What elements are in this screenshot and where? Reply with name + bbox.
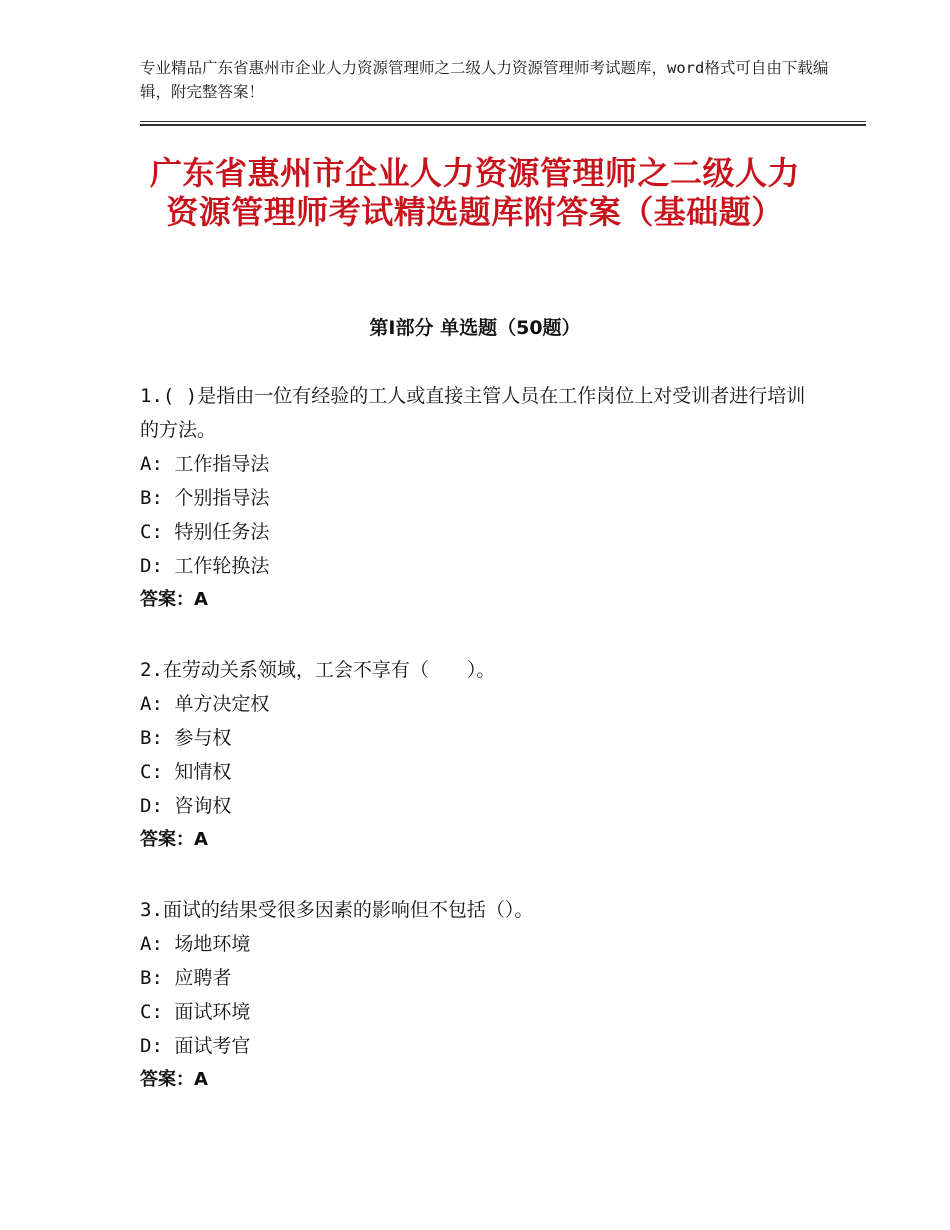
option-d: D: 咨询权 [140, 795, 232, 817]
option-a: A: 场地环境 [140, 933, 251, 955]
question-stem: 2.在劳动关系领域，工会不享有（ ）。 [140, 659, 496, 681]
option-d: D: 工作轮换法 [140, 555, 270, 577]
option-d: D: 面试考官 [140, 1035, 251, 1057]
option-b: B: 参与权 [140, 727, 232, 749]
option-a: A: 单方决定权 [140, 693, 270, 715]
option-b: B: 应聘者 [140, 967, 232, 989]
header-divider-thick [140, 124, 866, 126]
option-c: C: 知情权 [140, 761, 232, 783]
header-note: 专业精品广东省惠州市企业人力资源管理师之二级人力资源管理师考试题库，word格式可自由下载编辑，附完整答案！ [140, 59, 829, 101]
answer-line: 答案：A [140, 589, 208, 610]
question-1 [140, 379, 820, 617]
question-3 [140, 893, 820, 1097]
section-heading: 第Ⅰ部分 单选题（50题） [369, 317, 581, 339]
question-stem: 3.面试的结果受很多因素的影响但不包括（）。 [140, 899, 534, 921]
answer-line: 答案：A [140, 829, 208, 850]
answer-line: 答案：A [140, 1069, 208, 1090]
question-list [140, 379, 820, 1133]
option-c: C: 特别任务法 [140, 521, 270, 543]
option-c: C: 面试环境 [140, 1001, 251, 1023]
question-stem: 1.( )是指由一位有经验的工人或直接主管人员在工作岗位上对受训者进行培训的方法。 [140, 385, 806, 441]
question-2 [140, 653, 820, 857]
document-title: 广东省惠州市企业人力资源管理师之二级人力资源管理师考试精选题库附答案（基础题） [149, 154, 800, 231]
header-divider-thin [140, 121, 866, 122]
option-b: B: 个别指导法 [140, 487, 270, 509]
option-a: A: 工作指导法 [140, 453, 270, 475]
